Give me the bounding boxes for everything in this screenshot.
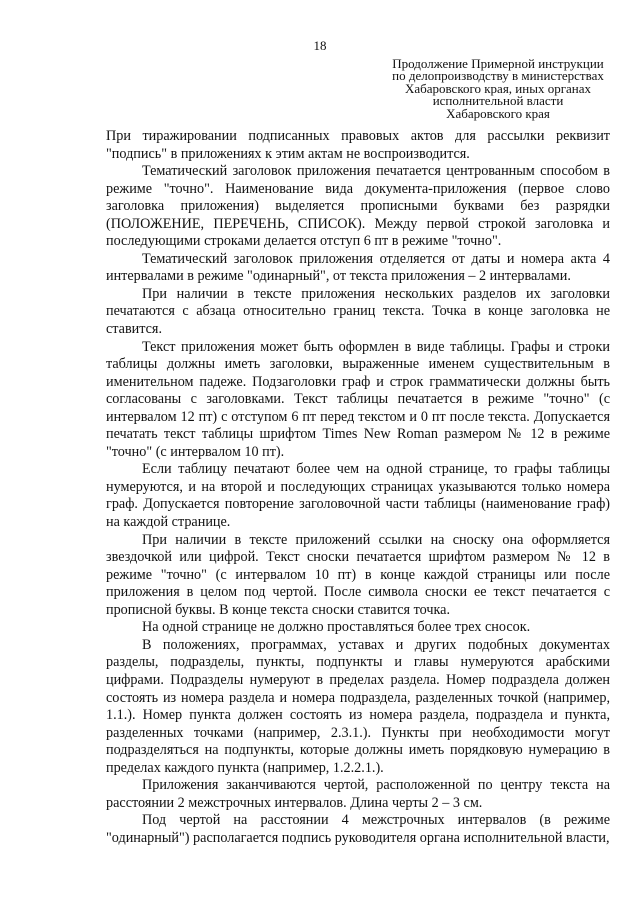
paragraph-numbering: В положениях, программах, уставах и других подобных документах разделы, подразделы, пункты, подпункты и главы нумеруются арабскими цифрами. Подразделы нумеруют в пределах раздела. Номер подраздела должен состоять из номера раздела и номера подраздела, разделенных точкой (например, 1.1.). Номер пункта должен состоять из номера раздела, подраздела и пункта, разделенных точками (например, 2.3.1.). Пункты при необходимости могут подразделяться на подпункты, которые должны иметь порядковую нумерацию в пределах каждого пункта (например, 1.2.2.1.). [106, 636, 610, 776]
paragraph-tables: Текст приложения может быть оформлен в виде таблицы. Графы и строки таблицы должны иметь заголовки, выраженные именем существительным в именительном падеже. Подзаголовки граф и строк грамматически должны быть согласованы с заголовками. Текст таблицы печатается в режиме "точно" (с интервалом 12 пт) с отступом 6 пт перед текстом и 0 пт после текста. Допускается печатать текст таблицы шрифтом Times New Roman размером № 12 в режиме "точно" (с интервалом 10 пт). [106, 338, 610, 460]
continuation-header [380, 58, 616, 120]
paragraph-title-centering: Тематический заголовок приложения печатается центрованным способом в режиме "точно". Наименование вида документа-приложения (первое слово заголовка приложения) выделяется прописными буквами без разрядки (ПОЛОЖЕНИЕ, ПЕРЕЧЕНЬ, СПИСОК). Между первой строкой заголовка и последующими строками делается отступ 6 пт в режиме "точно". [106, 163, 610, 250]
header-line: Хабаровского края [446, 105, 550, 121]
paragraph-signature: Под чертой на расстоянии 4 межстрочных интервалов (в режиме "одинарный") располагается подпись руководителя органа исполнительной власти, [106, 812, 610, 846]
paragraph-replication: При тиражировании подписанных правовых актов для рассылки реквизит "подпись" в приложениях к этим актам не воспроизводится. [106, 128, 610, 162]
document-body [106, 128, 610, 847]
page-number: 18 [313, 38, 327, 53]
paragraph-closing-line: Приложения заканчиваются чертой, расположенной по центру текста на расстоянии 2 межстрочных интервалов. Длина черты 2 – 3 см. [106, 777, 610, 811]
header-line: Продолжение Примерной инструкции [392, 56, 604, 71]
header-line: исполнительной власти [432, 93, 564, 109]
header-line: по делопроизводству в министерствах [392, 68, 604, 84]
paragraph-multipage-tables: Если таблицу печатают более чем на одной странице, то графы таблицы нумеруются, и на второй и последующих страницах указываются только номера граф. Допускается повторение заголовочной части таблицы (наименование граф) на каждой странице. [106, 461, 610, 531]
paragraph-title-spacing: Тематический заголовок приложения отделяется от даты и номера акта 4 интервалами в режиме "одинарный", от текста приложения – 2 интервалами. [106, 250, 610, 285]
paragraph-footnotes: При наличии в тексте приложений ссылки на сноску она оформляется звездочкой или цифрой. Текст сноски печатается шрифтом размером № 12 в режиме "точно" (с интервалом 10 пт) в конце каждой страницы или после приложения в целом под чертой. После символа сноски ее текст печатается с прописной буквы. В конце текста сноски ставится точка. [106, 531, 610, 618]
paragraph-footnote-limit: На одной странице не должно проставляться более трех сносок. [142, 619, 531, 636]
header-line: Хабаровского края, иных органах [404, 80, 592, 96]
paragraph-section-headings: При наличии в тексте приложения нескольких разделов их заголовки печатаются с абзаца относительно границ текста. Точка в конце заголовка не ставится. [106, 285, 610, 338]
